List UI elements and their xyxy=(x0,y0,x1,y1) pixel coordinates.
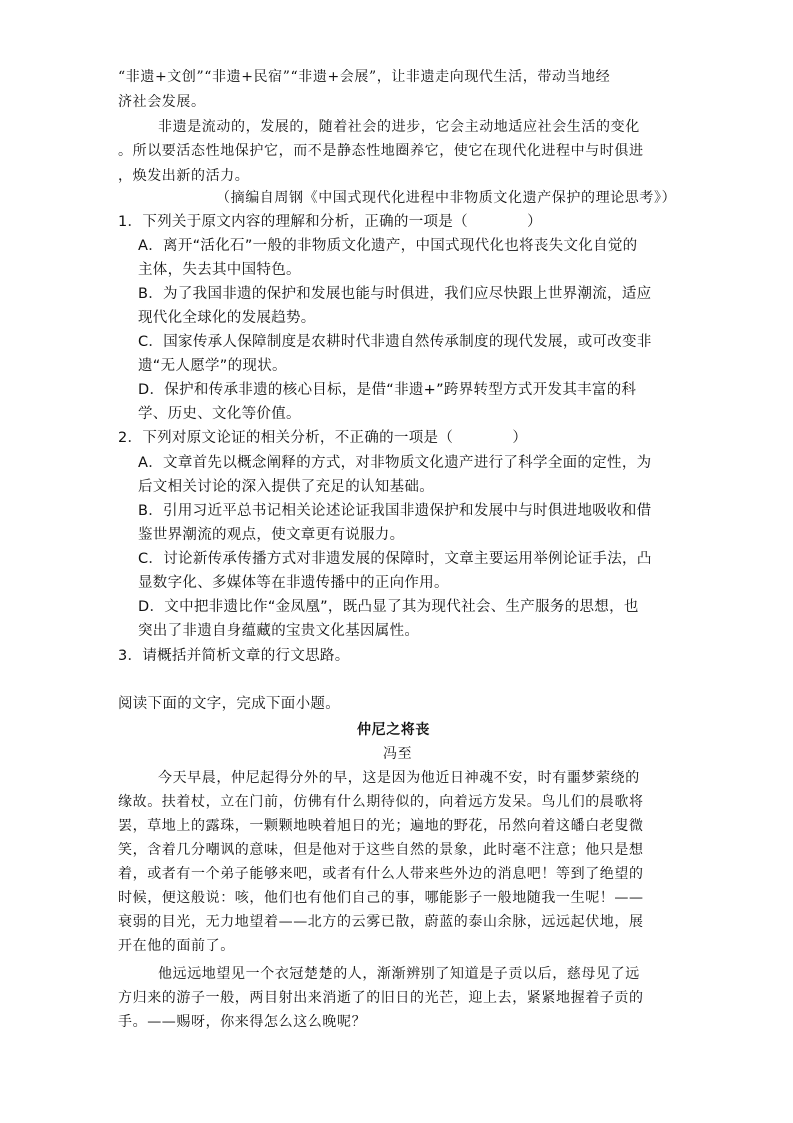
question-2-option-b: B．引用习近平总书记相关论述论证我国非遗保护和发展中与时俱进地吸收和借 xyxy=(138,503,652,519)
question-2-option-a: A．文章首先以概念阐释的方式，对非物质文化遗产进行了科学全面的定性，为 xyxy=(138,455,652,471)
story-line: 开在他的面前了。 xyxy=(118,938,235,954)
story-title: 仲尼之将丧 xyxy=(357,722,430,738)
story-line: 他远远地望见一个衣冠楚楚的人，渐渐辨别了知道是子贡以后，慈母见了远 xyxy=(158,966,640,982)
question-2-option-a-cont: 后文相关讨论的深入提供了充足的认知基础。 xyxy=(138,479,434,495)
question-1-option-d: D．保护和传承非遗的核心目标，是借“非遗+”跨界转型方式开发其丰富的科 xyxy=(138,382,637,398)
question-2-stem: 2．下列对原文论证的相关分析，不正确的一项是（ ） xyxy=(118,430,528,446)
question-1-option-a: A．离开“活化石”一般的非物质文化遗产，中国式现代化也将丧失文化自觉的 xyxy=(138,238,638,254)
story-line: 手。——赐呀，你来得怎么这么晚呢？ xyxy=(118,1014,367,1030)
story-line: 笑，含着几分嘲讽的意味，但是他对于这些自然的景象，此时毫不注意；他只是想 xyxy=(118,842,644,858)
story-line: 着，或者有一个弟子能够来吧，或者有什么人带来些外边的消息吧！等到了绝望的 xyxy=(118,866,644,882)
passage-line: ，焕发出新的活力。 xyxy=(118,168,250,184)
question-2-option-c: C．讨论新传承传播方式对非遗发展的保障时，文章主要运用举例论证手法，凸 xyxy=(138,551,652,567)
story-line: 方归来的游子一般，两目射出来消逝了的旧日的光芒，迎上去，紧紧地握着子贡的 xyxy=(118,990,644,1006)
passage-source: （摘编自周钢《中国式现代化进程中非物质文化遗产保护的理论思考》） xyxy=(216,190,677,206)
question-2-option-d-cont: 突出了非遗自身蕴藏的宝贵文化基因属性。 xyxy=(138,623,420,639)
story-line: 时候，便这般说：咳，他们也有他们自己的事，哪能影子一般地随我一生呢！—— xyxy=(118,890,644,906)
question-1-option-b-cont: 现代化全球化的发展趋势。 xyxy=(138,310,316,326)
passage-line: 非遗是流动的，发展的，随着社会的进步，它会主动地适应社会生活的变化 xyxy=(158,119,640,135)
reading-instruction: 阅读下面的文字，完成下面小题。 xyxy=(118,696,340,712)
passage-line: 。所以要活态性地保护它，而不是静态性地圈养它，使它在现代化进程中与时俱进 xyxy=(118,143,644,159)
question-2-option-d: D．文中把非遗比作“金凤凰”，既凸显了其为现代社会、生产服务的思想，也 xyxy=(138,599,639,615)
question-2-option-b-cont: 鉴世界潮流的观点，使文章更有说服力。 xyxy=(138,527,405,543)
story-line: 衰弱的目光，无力地望着——北方的云雾已散，蔚蓝的泰山余脉，远远起伏地，展 xyxy=(118,914,644,930)
passage-line: 济社会发展。 xyxy=(118,94,206,110)
story-author: 冯至 xyxy=(383,746,413,762)
passage-line: “非遗+文创”“非遗+民宿”“非遗+会展”，让非遗走向现代生活，带动当地经 xyxy=(118,69,611,85)
question-1-option-c-cont: 遗“无人愿学”的现状。 xyxy=(138,358,287,374)
question-3-stem: 3．请概括并简析文章的行文思路。 xyxy=(118,648,350,664)
story-line: 罢，草地上的露珠，一颗颗地映着旭日的光；遍地的野花，吊然向着这皤白老叟微 xyxy=(118,818,644,834)
question-1-option-d-cont: 学、历史、文化等价值。 xyxy=(138,406,301,422)
story-line: 今天早晨，仲尼起得分外的早，这是因为他近日神魂不安，时有噩梦萦绕的 xyxy=(158,770,640,786)
question-2-option-c-cont: 显数字化、多媒体等在非遗传播中的正向作用。 xyxy=(138,575,449,591)
question-1-option-c: C．国家传承人保障制度是农耕时代非遗自然传承制度的现代发展，或可改变非 xyxy=(138,334,652,350)
question-1-option-a-cont: 主体，失去其中国特色。 xyxy=(138,262,301,278)
question-1-stem: 1．下列关于原文内容的理解和分析，正确的一项是（ ） xyxy=(118,214,542,230)
question-1-option-b: B．为了我国非遗的保护和发展也能与时俱进，我们应尽快跟上世界潮流，适应 xyxy=(138,286,652,302)
story-line: 缘故。扶着杖，立在门前，仿佛有什么期待似的，向着远方发呆。鸟儿们的晨歌将 xyxy=(118,794,644,810)
